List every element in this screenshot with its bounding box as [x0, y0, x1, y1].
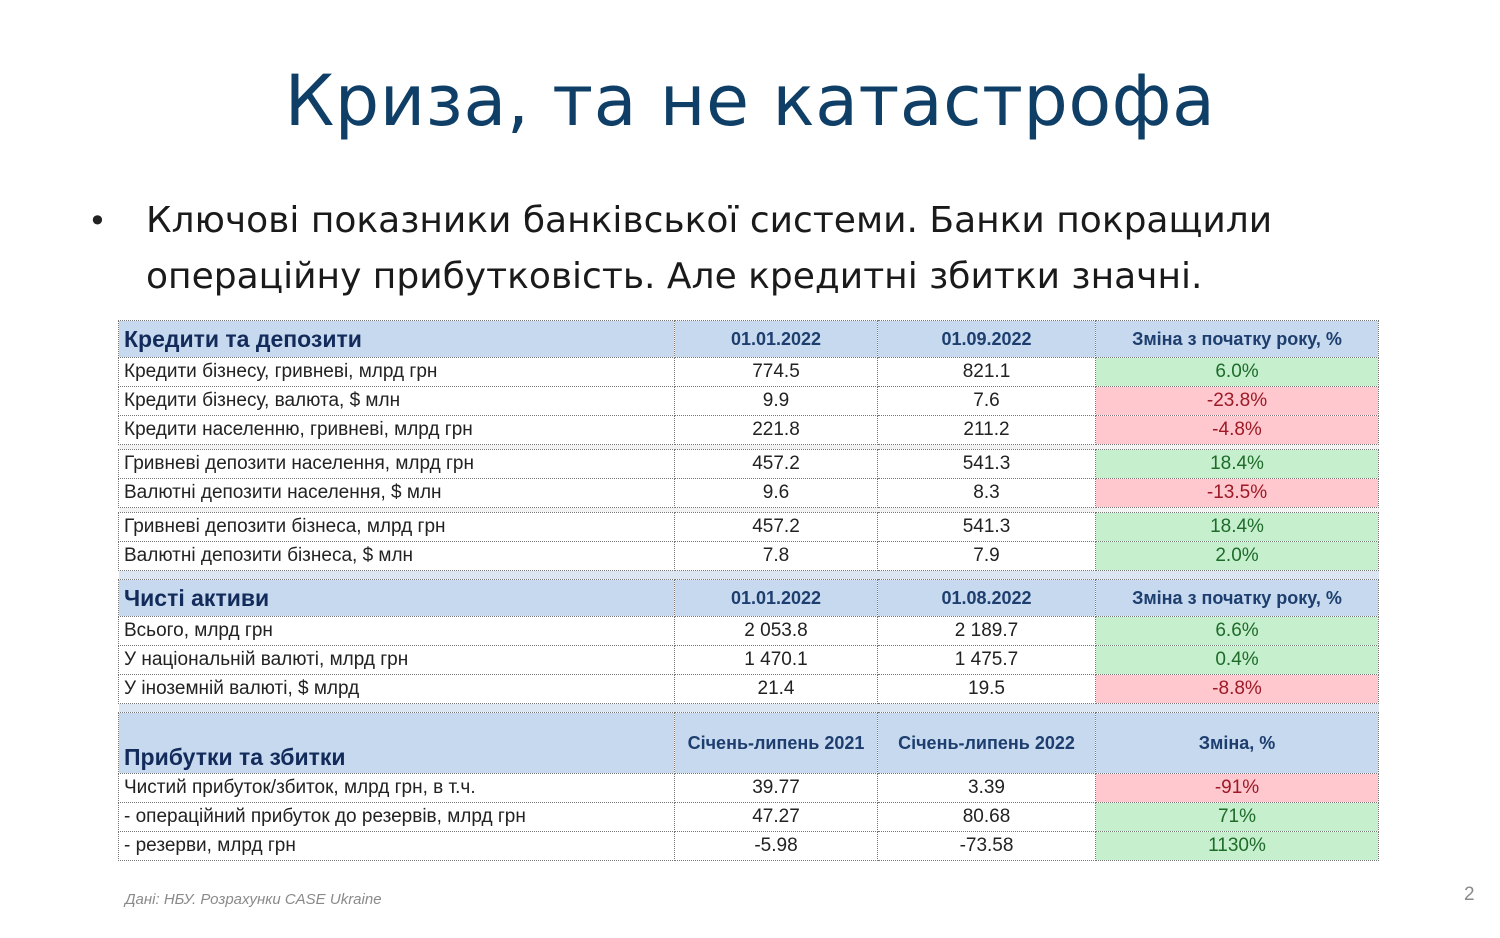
- header-label: Кредити та депозити: [119, 321, 675, 358]
- row-label: - резерви, млрд грн: [119, 832, 675, 861]
- table-row: [119, 617, 1379, 646]
- row-label: Валютні депозити населення, $ млн: [119, 479, 675, 508]
- page-number: 2: [1464, 884, 1475, 905]
- row-value-2: 211.2: [878, 416, 1096, 445]
- table-row: [119, 416, 1379, 445]
- row-value-2: 2 189.7: [878, 617, 1096, 646]
- table-row: [119, 479, 1379, 508]
- row-value-2: 8.3: [878, 479, 1096, 508]
- row-change: 6.0%: [1096, 358, 1379, 387]
- row-value-2: -73.58: [878, 832, 1096, 861]
- row-value-1: 2 053.8: [675, 617, 878, 646]
- row-value-1: 39.77: [675, 774, 878, 803]
- table-row: [119, 832, 1379, 861]
- row-value-1: 9.9: [675, 387, 878, 416]
- header-date-2: 01.09.2022: [878, 321, 1096, 358]
- row-label: Валютні депозити бізнеса, $ млн: [119, 542, 675, 571]
- row-change: 18.4%: [1096, 513, 1379, 542]
- row-value-1: 47.27: [675, 803, 878, 832]
- header-label: Прибутки та збитки: [119, 713, 675, 774]
- row-label: Чистий прибуток/збиток, млрд грн, в т.ч.: [119, 774, 675, 803]
- header-label: Чисті активи: [119, 580, 675, 617]
- table-row: [119, 513, 1379, 542]
- section-header-credits: [119, 321, 1379, 358]
- header-change: Зміна з початку року, %: [1096, 580, 1379, 617]
- table-row: [119, 675, 1379, 704]
- slide-title: Криза, та не катастрофа: [284, 60, 1216, 142]
- row-value-2: 541.3: [878, 513, 1096, 542]
- row-label: Гривневі депозити населення, млрд грн: [119, 450, 675, 479]
- indicators-table: [118, 320, 1378, 861]
- row-label: Гривневі депозити бізнеса, млрд грн: [119, 513, 675, 542]
- table-row: [119, 450, 1379, 479]
- section-separator: [119, 571, 1379, 580]
- row-label: У національній валюті, млрд грн: [119, 646, 675, 675]
- row-value-2: 7.9: [878, 542, 1096, 571]
- header-date-1: 01.01.2022: [675, 580, 878, 617]
- table-row: [119, 542, 1379, 571]
- row-value-1: 457.2: [675, 450, 878, 479]
- bullet-icon: •: [88, 202, 107, 240]
- table-row: [119, 774, 1379, 803]
- row-label: У іноземній валюті, $ млрд: [119, 675, 675, 704]
- row-change: 18.4%: [1096, 450, 1379, 479]
- row-value-2: 821.1: [878, 358, 1096, 387]
- section-header-profits: [119, 713, 1379, 774]
- row-change: 6.6%: [1096, 617, 1379, 646]
- bullet-text: Ключові показники банківської системи. Банки покращили операційну прибутковість. Але кредитні збитки значні.: [146, 200, 1273, 297]
- header-change: Зміна з початку року, %: [1096, 321, 1379, 358]
- header-date-2: 01.08.2022: [878, 580, 1096, 617]
- row-value-1: 774.5: [675, 358, 878, 387]
- row-change: -13.5%: [1096, 479, 1379, 508]
- header-period-1: Січень-липень 2021: [675, 713, 878, 774]
- row-value-1: 7.8: [675, 542, 878, 571]
- row-change: 2.0%: [1096, 542, 1379, 571]
- row-change: 71%: [1096, 803, 1379, 832]
- row-value-2: 7.6: [878, 387, 1096, 416]
- row-value-1: 21.4: [675, 675, 878, 704]
- header-period-2: Січень-липень 2022: [878, 713, 1096, 774]
- section-header-net-assets: [119, 580, 1379, 617]
- row-change: -91%: [1096, 774, 1379, 803]
- row-value-1: 457.2: [675, 513, 878, 542]
- row-change: 0.4%: [1096, 646, 1379, 675]
- row-value-2: 3.39: [878, 774, 1096, 803]
- source-note: Дані: НБУ. Розрахунки CASE Ukraine: [125, 891, 382, 908]
- section-separator: [119, 704, 1379, 713]
- table-row: [119, 803, 1379, 832]
- row-change: -8.8%: [1096, 675, 1379, 704]
- row-change: -4.8%: [1096, 416, 1379, 445]
- row-label: Кредити бізнесу, валюта, $ млн: [119, 387, 675, 416]
- row-label: Всього, млрд грн: [119, 617, 675, 646]
- table-row: [119, 358, 1379, 387]
- row-label: Кредити бізнесу, гривневі, млрд грн: [119, 358, 675, 387]
- row-value-1: 1 470.1: [675, 646, 878, 675]
- row-value-2: 80.68: [878, 803, 1096, 832]
- table-row: [119, 646, 1379, 675]
- row-value-2: 541.3: [878, 450, 1096, 479]
- header-change: Зміна, %: [1096, 713, 1379, 774]
- bullet-point: [88, 193, 1388, 305]
- header-date-1: 01.01.2022: [675, 321, 878, 358]
- row-value-2: 19.5: [878, 675, 1096, 704]
- row-label: - операційний прибуток до резервів, млрд грн: [119, 803, 675, 832]
- row-value-1: -5.98: [675, 832, 878, 861]
- table-row: [119, 387, 1379, 416]
- row-value-2: 1 475.7: [878, 646, 1096, 675]
- row-change: 1130%: [1096, 832, 1379, 861]
- row-value-1: 9.6: [675, 479, 878, 508]
- row-value-1: 221.8: [675, 416, 878, 445]
- row-change: -23.8%: [1096, 387, 1379, 416]
- row-label: Кредити населенню, гривневі, млрд грн: [119, 416, 675, 445]
